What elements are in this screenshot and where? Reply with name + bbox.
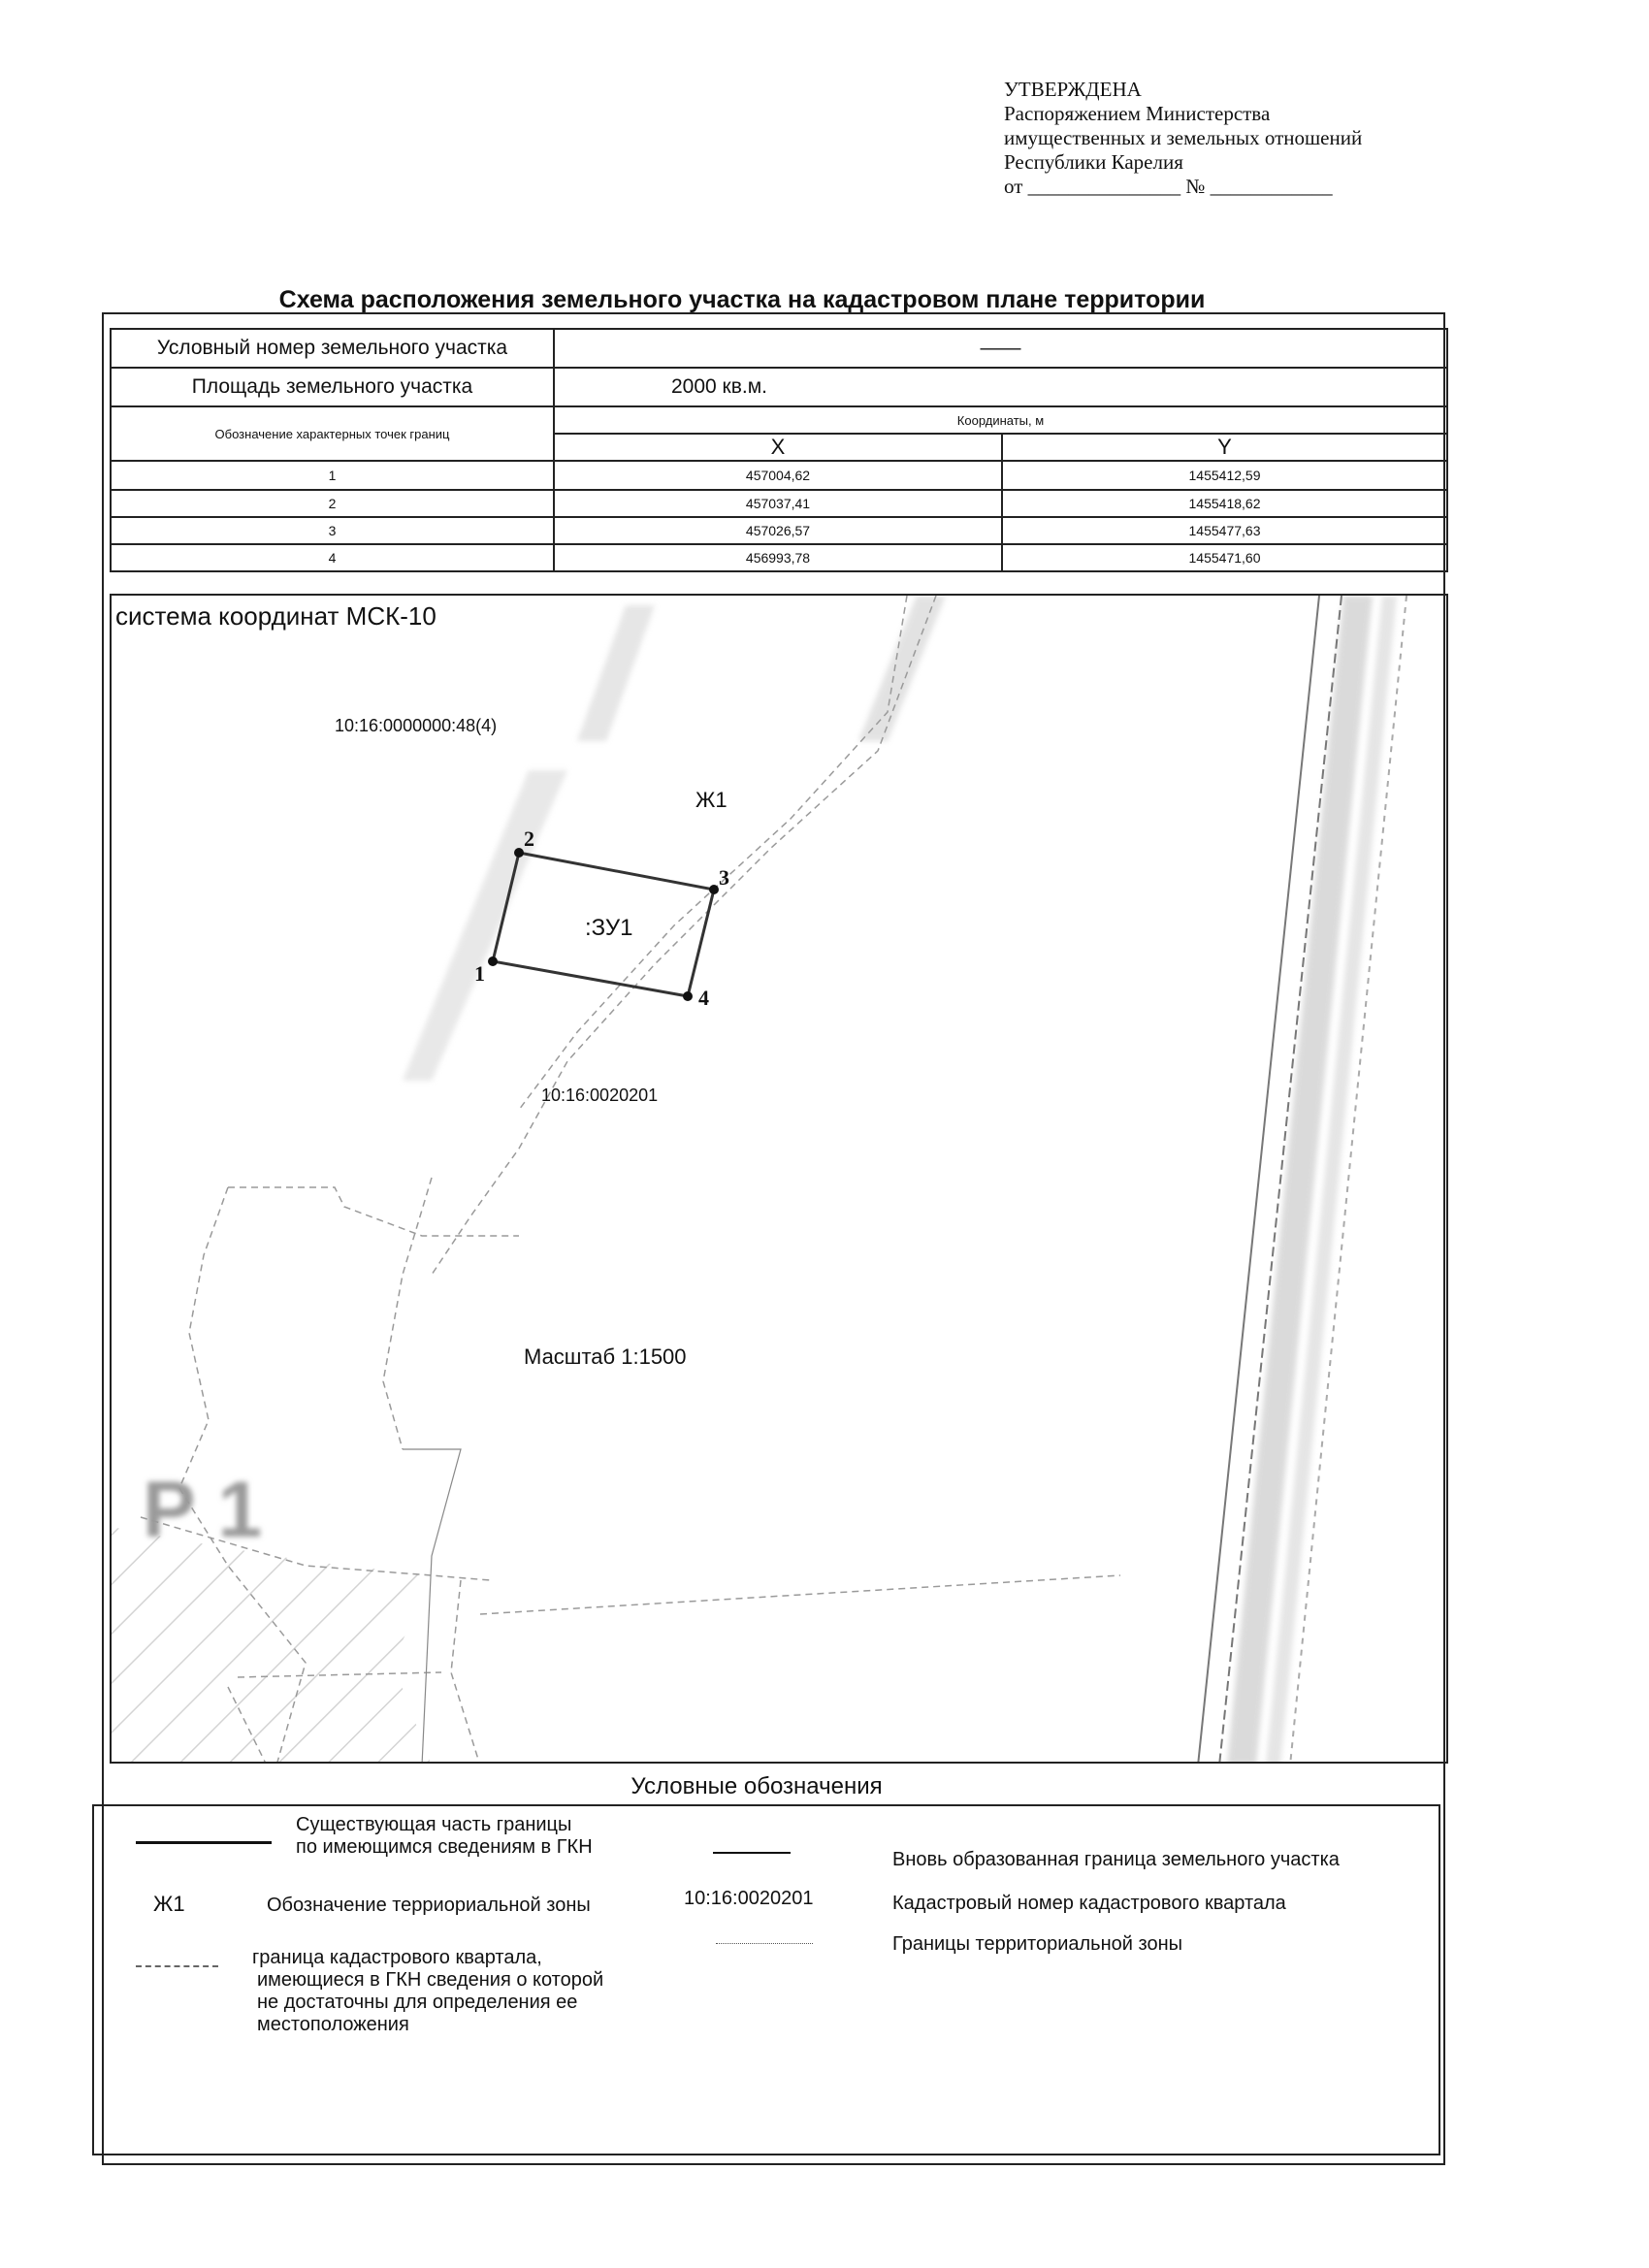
coordinates-table [110, 328, 1448, 572]
x-value: 457037,41 [554, 490, 1002, 517]
parcel-label: :ЗУ1 [585, 915, 633, 941]
legend-zone-bounds-text: Границы территориальной зоны [892, 1933, 1182, 1955]
table-row [111, 544, 1447, 571]
table-row [111, 517, 1447, 544]
cadastral-map [110, 594, 1448, 1764]
point-label-3: 3 [719, 865, 729, 890]
approval-line: УТВЕРЖДЕНА [1004, 78, 1142, 101]
coords-header: Координаты, м [554, 406, 1447, 434]
y-value: 1455477,63 [1002, 517, 1447, 544]
boundary-point-1 [488, 956, 498, 966]
approval-line: имущественных и земельных отношений [1004, 126, 1363, 149]
approval-line: Распоряжением Министерства [1004, 102, 1271, 125]
legend-existing-line-symbol [136, 1841, 272, 1844]
legend-quarter-desc: Кадастровый номер кадастрового квартала [892, 1893, 1286, 1914]
legend-new-boundary-symbol [713, 1852, 791, 1854]
number-value: —— [554, 329, 1447, 368]
map-drawing [112, 596, 1448, 1764]
legend-quarter-text-1: граница кадастрового квартала, [252, 1947, 542, 1968]
y-value: 1455471,60 [1002, 544, 1447, 571]
x-value: 456993,78 [554, 544, 1002, 571]
legend-quarter-text-4: местоположения [257, 2014, 409, 2035]
zone-r1-label: Р 1 [143, 1466, 263, 1554]
point-label-2: 2 [524, 826, 534, 851]
legend-title: Условные обозначения [630, 1773, 883, 1799]
scale-label: Масштаб 1:1500 [524, 1345, 687, 1369]
legend-zone-code: Ж1 [153, 1892, 185, 1916]
point-label-4: 4 [698, 986, 709, 1010]
point-number: 4 [111, 544, 554, 571]
x-value: 457026,57 [554, 517, 1002, 544]
recreation-zone-hatch [112, 1527, 432, 1764]
legend-existing-text-1: Существующая часть границы [296, 1814, 572, 1835]
document-title: Схема расположения земельного участка на кадастровом плане территории [278, 286, 1206, 313]
point-number: 1 [111, 461, 554, 490]
x-header: X [554, 434, 1002, 461]
x-value: 457004,62 [554, 461, 1002, 490]
zone-zh1-label: Ж1 [695, 788, 728, 812]
boundary-point-4 [683, 991, 693, 1001]
legend-new-boundary-text: Вновь образованная граница земельного участка [892, 1849, 1340, 1870]
y-value: 1455412,59 [1002, 461, 1447, 490]
parcel-48-label: 10:16:0000000:48(4) [335, 716, 498, 735]
legend-existing-text-2: по имеющимся сведениям в ГКН [296, 1836, 593, 1858]
legend-quarter-dash-symbol [136, 1965, 218, 1967]
approval-block [1004, 78, 1411, 199]
boundary-point-2 [514, 848, 524, 858]
coord-system-label: система координат МСК-10 [115, 601, 436, 631]
area-value: 2000 кв.м. [554, 368, 1447, 406]
approval-line: Республики Карелия [1004, 150, 1183, 174]
point-number: 2 [111, 490, 554, 517]
table-row [111, 490, 1447, 517]
y-header: Y [1002, 434, 1447, 461]
area-label: Площадь земельного участка [111, 368, 554, 406]
number-label: Условный номер земельного участка [111, 329, 554, 368]
legend-quarter-text-2: имеющиеся в ГКН сведения о которой [257, 1969, 604, 1991]
table-row [111, 461, 1447, 490]
legend-zone-desc: Обозначение терриориальной зоны [267, 1895, 591, 1916]
approval-line: от _______________ № ____________ [1004, 175, 1333, 198]
point-label-1: 1 [474, 961, 485, 986]
legend-zone-bounds-symbol [716, 1943, 813, 1944]
quarter-label: 10:16:0020201 [541, 1085, 659, 1105]
legend-quarter-text-3: не достаточны для определения ее [257, 1992, 578, 2013]
boundary-point-3 [709, 885, 719, 894]
points-header: Обозначение характерных точек границ [111, 406, 554, 461]
point-number: 3 [111, 517, 554, 544]
y-value: 1455418,62 [1002, 490, 1447, 517]
legend-quarter-code: 10:16:0020201 [684, 1888, 814, 1909]
